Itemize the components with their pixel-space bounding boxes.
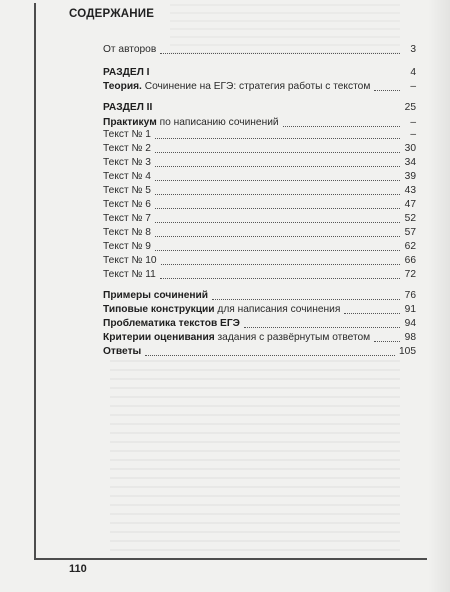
toc-entry-page: – [410, 81, 416, 92]
toc-entry-page: 76 [404, 290, 416, 301]
leader-dots [155, 222, 400, 223]
toc-entry-page: 47 [404, 199, 416, 210]
toc-entry-text: Текст № 10 [103, 255, 157, 266]
toc-entry-page: – [410, 117, 416, 128]
toc-entry-bold-text: Типовые конструкции [103, 304, 215, 315]
toc-entry [103, 289, 416, 303]
leader-dots [155, 152, 400, 153]
leader-dots [155, 166, 400, 167]
leader-dots [145, 355, 395, 356]
toc-entry [103, 128, 416, 142]
toc-entry [103, 170, 416, 184]
leader-dots [374, 90, 400, 91]
toc-entry-title [103, 289, 208, 303]
toc-entry-bold-text: Критерии оценивания [103, 332, 215, 343]
toc-entry [103, 268, 416, 282]
toc-entry-title [103, 226, 151, 240]
toc-entry [103, 303, 416, 317]
page-number: 110 [69, 563, 87, 575]
toc-entry-title [103, 317, 240, 331]
toc-entry [103, 226, 416, 240]
toc-entry-page: 43 [404, 185, 416, 196]
toc-entry-text: Текст № 1 [103, 129, 151, 140]
toc-entry-bold-text: Ответы [103, 346, 142, 357]
leader-dots [155, 194, 400, 195]
toc-entry-title [103, 212, 151, 226]
toc-entry-title [103, 156, 151, 170]
leader-dots [155, 138, 400, 139]
toc-entry-text: задания с развёрнутым ответом [214, 332, 371, 343]
toc-entry [103, 240, 416, 254]
toc-entry [103, 254, 416, 268]
leader-dots [244, 327, 400, 328]
toc-entry-text: Сочинение на ЕГЭ: стратегия работы с текстом [141, 81, 371, 92]
toc-entry-text: Текст № 7 [103, 213, 151, 224]
toc-entry-title [103, 303, 340, 317]
toc-entry-bold-text: РАЗДЕЛ II [103, 102, 153, 113]
toc-entry-page: 52 [404, 213, 416, 224]
toc-entry-page: 94 [404, 318, 416, 329]
leader-dots [155, 180, 400, 181]
toc-entry-bold-text: Примеры сочинений [103, 290, 209, 301]
toc-entry-title [103, 254, 157, 268]
toc-entry-title [103, 184, 151, 198]
leader-dots [161, 264, 400, 265]
toc-entry-text: по написанию сочинений [156, 117, 279, 128]
leader-dots [212, 299, 400, 300]
toc-entry-page: 34 [404, 157, 416, 168]
toc-entry-bold-text: РАЗДЕЛ I [103, 67, 150, 78]
toc-entry-page: 57 [404, 227, 416, 238]
contents-heading: СОДЕРЖАНИЕ [69, 8, 155, 20]
toc-entry [103, 212, 416, 226]
toc-entry-page: 66 [404, 255, 416, 266]
toc-entry-page: 98 [404, 332, 416, 343]
leader-dots [155, 236, 400, 237]
toc-entry-text: Текст № 5 [103, 185, 151, 196]
toc-entry-text: От авторов [103, 44, 157, 55]
toc-entry-page: 39 [404, 171, 416, 182]
page-edge-shadow [428, 0, 450, 592]
leader-dots [160, 53, 400, 54]
toc-entry-page: – [410, 129, 416, 140]
toc-entry [103, 101, 416, 115]
toc-entry-title [103, 128, 151, 142]
toc-entry-bold-text: Проблематика текстов ЕГЭ [103, 318, 240, 329]
toc-entry-text: Текст № 2 [103, 143, 151, 154]
toc-entry [103, 43, 416, 57]
toc-entry-text: для написания сочинения [214, 304, 341, 315]
toc-entry-page: 3 [410, 44, 416, 55]
toc-entry [103, 198, 416, 212]
toc-entry [103, 66, 416, 80]
leader-dots [155, 208, 400, 209]
toc-entry-page: 30 [404, 143, 416, 154]
toc-entry-title [103, 43, 156, 57]
toc-entry-page: 72 [404, 269, 416, 280]
toc-entry-page: 62 [404, 241, 416, 252]
toc-entry-title [103, 345, 141, 359]
toc-entry-title [103, 170, 151, 184]
toc-entry-title [103, 80, 370, 94]
toc-entry-text: Текст № 3 [103, 157, 151, 168]
toc-entry [103, 156, 416, 170]
toc-entry-title [103, 142, 151, 156]
toc-entry-bold-text: Теория. [103, 81, 142, 92]
leader-dots [374, 341, 400, 342]
toc-entry [103, 184, 416, 198]
toc-entry [103, 317, 416, 331]
toc-entry [103, 142, 416, 156]
toc-entry-title [103, 101, 152, 115]
toc-entry-page: 25 [404, 102, 416, 113]
toc-entry-text: Текст № 6 [103, 199, 151, 210]
toc-entry-text: Текст № 4 [103, 171, 151, 182]
toc-entry-page: 105 [399, 346, 416, 357]
toc-entry-text: Текст № 9 [103, 241, 151, 252]
toc-entry-text: Текст № 11 [103, 269, 156, 280]
toc-entry-title [103, 198, 151, 212]
toc-entry [103, 345, 416, 359]
toc-entry-bold-text: Практикум [103, 117, 157, 128]
leader-dots [283, 126, 400, 127]
toc-entry-title [103, 268, 156, 282]
toc-entry-text: Текст № 8 [103, 227, 151, 238]
leader-dots [155, 250, 400, 251]
toc-entry-title [103, 331, 370, 345]
toc-entry-title [103, 66, 150, 80]
leader-dots [160, 278, 400, 279]
toc-entry-page: 4 [410, 67, 416, 78]
toc-entry-page: 91 [404, 304, 416, 315]
toc-entry-title [103, 240, 151, 254]
toc-entry [103, 80, 416, 94]
leader-dots [344, 313, 400, 314]
toc-entry [103, 331, 416, 345]
